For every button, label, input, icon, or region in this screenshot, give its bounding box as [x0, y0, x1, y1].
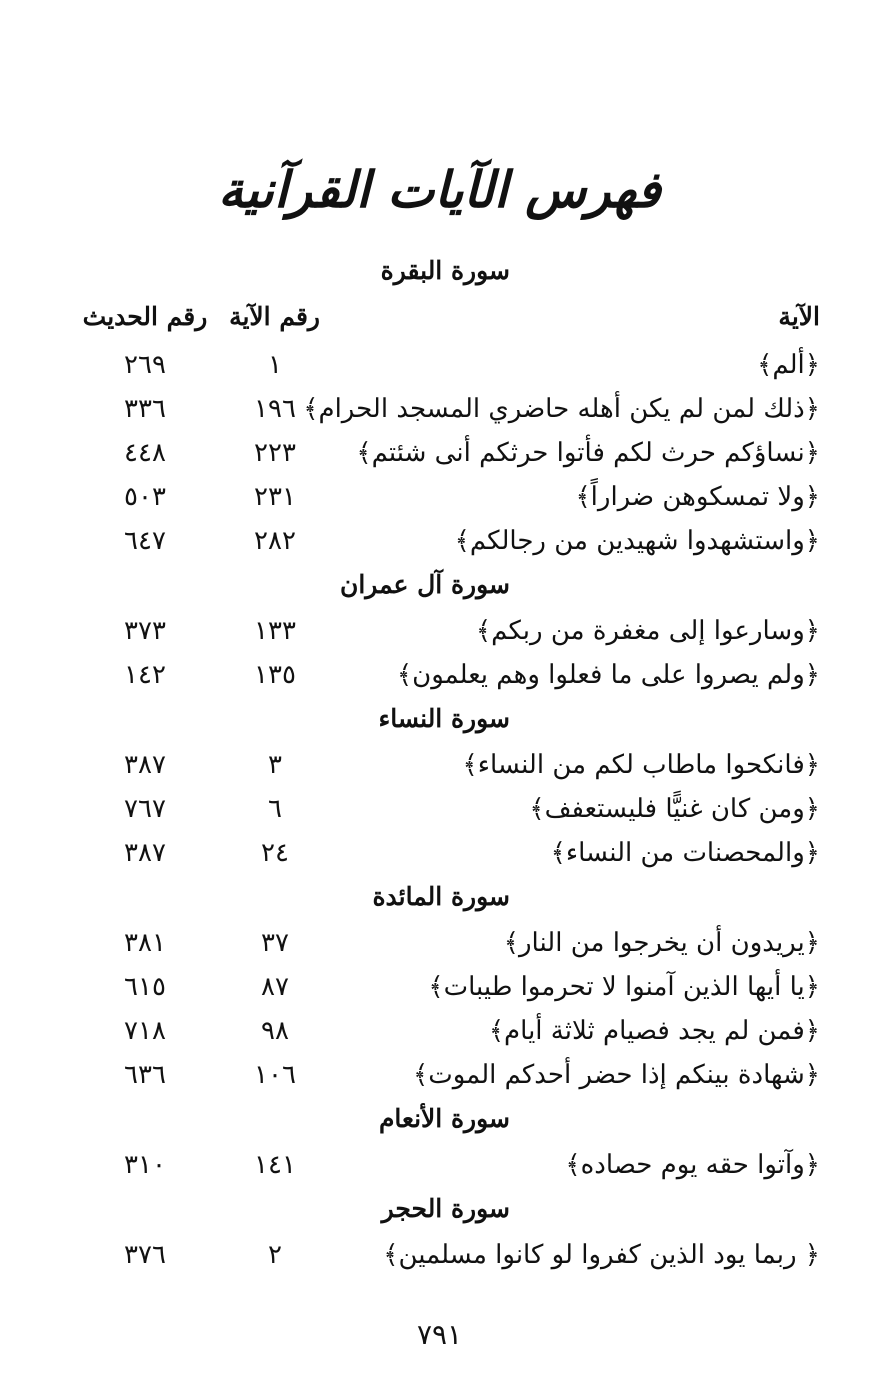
- ayah-text: ﴿ولم يصروا على ما فعلوا وهم يعلمون﴾: [396, 660, 820, 690]
- page-number: ٧٩١: [416, 1318, 463, 1351]
- ayah-number: ٨٧: [261, 972, 289, 1002]
- ayah-number: ٦: [268, 794, 282, 824]
- ayah-text: ﴿فمن لم يجد فصيام ثلاثة أيام﴾: [488, 1016, 820, 1046]
- table-row: [60, 1054, 820, 1098]
- hadith-number: ٣٨٧: [124, 750, 166, 780]
- surah-heading: [60, 876, 820, 922]
- table-row: [60, 1010, 820, 1054]
- ayah-number: ١: [268, 350, 282, 380]
- header-ayah-number: رقم الآية: [229, 302, 320, 331]
- ayah-number: ٣: [268, 750, 282, 780]
- ayah-text: ﴿وسارعوا إلى مغفرة من ربكم﴾: [475, 616, 820, 646]
- hadith-number: ٢٦٩: [124, 350, 166, 380]
- table-row: [60, 1144, 820, 1188]
- hadith-number: ٦٤٧: [124, 526, 166, 556]
- surah-heading: [60, 250, 820, 296]
- ayah-number: ١٩٦: [254, 394, 296, 424]
- ayah-number: ١٠٦: [254, 1060, 296, 1090]
- table-row: [60, 476, 820, 520]
- table-row: [60, 788, 820, 832]
- ayah-number: ٣٧: [261, 928, 289, 958]
- hadith-number: ٣١٠: [124, 1150, 166, 1180]
- ayah-number: ١٣٣: [254, 616, 296, 646]
- hadith-number: ٦١٥: [124, 972, 166, 1002]
- surah-name: سورة آل عمران: [339, 570, 510, 599]
- ayah-text: ﴿ولا تمسكوهن ضراراً﴾: [575, 482, 820, 512]
- table-row: [60, 1234, 820, 1278]
- ayah-number: ١٤١: [254, 1150, 296, 1180]
- hadith-number: ٣٧٣: [124, 616, 166, 646]
- ayah-text: ﴿وآتوا حقه يوم حصاده﴾: [565, 1150, 820, 1180]
- table-row: [60, 966, 820, 1010]
- ayah-number: ٩٨: [261, 1016, 289, 1046]
- page-title: فهرس الآيات القرآنية: [218, 160, 661, 219]
- header-hadith-number: رقم الحديث: [82, 302, 208, 331]
- ayah-number: ١٣٥: [254, 660, 296, 690]
- hadith-number: ٣٧٦: [124, 1240, 166, 1270]
- surah-name: سورة الأنعام: [378, 1104, 510, 1133]
- hadith-number: ٣٨٧: [124, 838, 166, 868]
- hadith-number: ٥٠٣: [124, 482, 166, 512]
- ayah-text: ﴿واستشهدوا شهيدين من رجالكم﴾: [454, 526, 820, 556]
- ayah-text: ﴿ ربما يود الذين كفروا لو كانوا مسلمين﴾: [383, 1240, 820, 1270]
- ayah-text: ﴿ذلك لمن لم يكن أهله حاضري المسجد الحرام﴾: [303, 394, 820, 424]
- hadith-number: ٤٤٨: [124, 438, 166, 468]
- hadith-number: ٣٨١: [124, 928, 166, 958]
- table-row: [60, 520, 820, 564]
- ayah-number: ٢: [268, 1240, 282, 1270]
- table-row: [60, 744, 820, 788]
- surah-name: سورة النساء: [378, 704, 510, 733]
- ayah-number: ٢٣١: [254, 482, 296, 512]
- table-row: [60, 344, 820, 388]
- header-ayah: الآية: [778, 302, 820, 331]
- surah-heading: [60, 1188, 820, 1234]
- ayah-text: ﴿يريدون أن يخرجوا من النار﴾: [503, 928, 820, 958]
- ayah-text: ﴿ومن كان غنيًّا فليستعفف﴾: [529, 794, 820, 824]
- table-row: [60, 388, 820, 432]
- ayah-number: ٢٤: [261, 838, 289, 868]
- surah-name: سورة المائدة: [372, 882, 510, 911]
- ayah-text: ﴿فانكحوا ماطاب لكم من النساء﴾: [462, 750, 820, 780]
- hadith-number: ٦٣٦: [124, 1060, 166, 1090]
- table-row: [60, 654, 820, 698]
- hadith-number: ٣٣٦: [124, 394, 166, 424]
- table-row: [60, 922, 820, 966]
- table-row: [60, 432, 820, 476]
- table-row: [60, 610, 820, 654]
- table-header: [60, 296, 820, 344]
- ayah-text: ﴿شهادة بينكم إذا حضر أحدكم الموت﴾: [413, 1060, 820, 1090]
- table-row: [60, 832, 820, 876]
- surah-name: سورة البقرة: [380, 256, 510, 285]
- surah-heading: [60, 1098, 820, 1144]
- hadith-number: ١٤٢: [124, 660, 166, 690]
- quran-verses-index: [60, 250, 820, 1278]
- ayah-number: ٢٨٢: [254, 526, 296, 556]
- ayah-text: ﴿والمحصنات من النساء﴾: [550, 838, 820, 868]
- ayah-number: ٢٢٣: [254, 438, 296, 468]
- surah-name: سورة الحجر: [381, 1194, 510, 1223]
- surah-heading: [60, 564, 820, 610]
- surah-heading: [60, 698, 820, 744]
- hadith-number: ٧٦٧: [124, 794, 166, 824]
- hadith-number: ٧١٨: [124, 1016, 166, 1046]
- ayah-text: ﴿ألم﴾: [757, 350, 820, 380]
- ayah-text: ﴿يا أيها الذين آمنوا لا تحرموا طيبات﴾: [428, 972, 820, 1002]
- ayah-text: ﴿نساؤكم حرث لكم فأتوا حرثكم أنى شئتم﴾: [356, 438, 820, 468]
